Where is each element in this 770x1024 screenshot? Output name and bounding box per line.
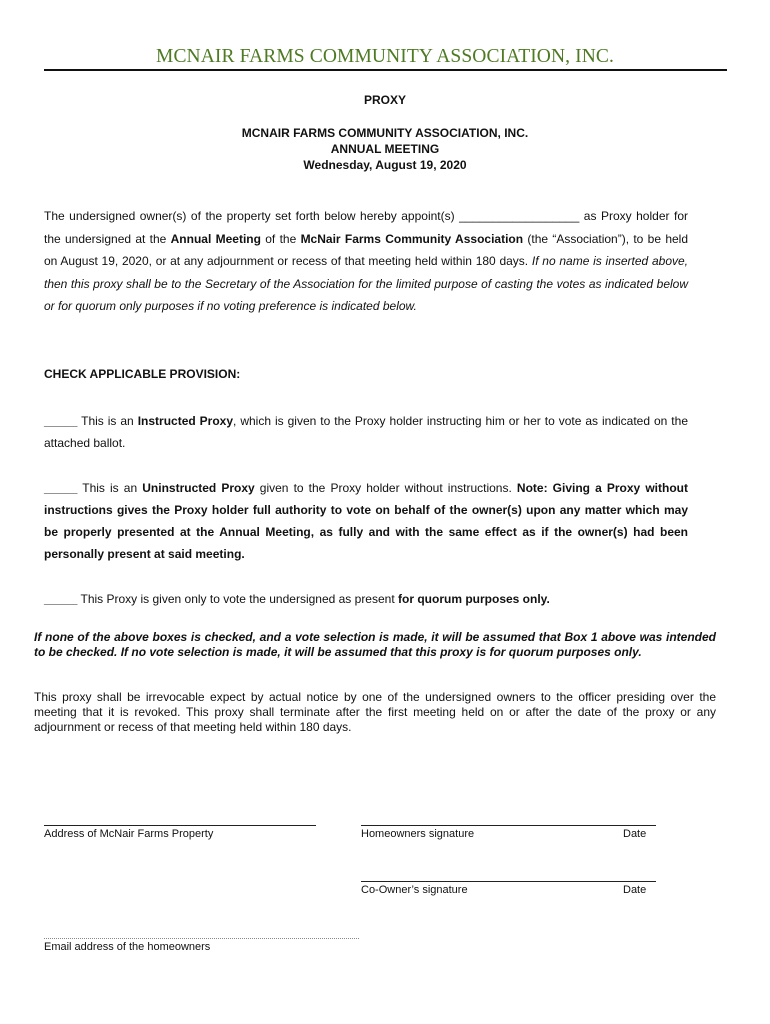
option-quorum: _____ This Proxy is given only to vote the undersigned as present for quorum purposes only.: [44, 592, 550, 606]
homeowner-signature-line[interactable]: [361, 825, 656, 826]
coowner-signature-line[interactable]: [361, 881, 656, 882]
proxy-title: PROXY: [363, 93, 406, 107]
option-quorum-blank[interactable]: _____: [44, 592, 78, 606]
heading-date: Wednesday, August 19, 2020: [303, 158, 467, 172]
email-label: Email address of the homeowners: [44, 941, 211, 953]
revocation-paragraph: This proxy shall be irrevocable expect by actual notice by one of the undersigned owners to the officer presiding over the meeting that it is revoked. This proxy shall terminate after the first meeting held on or after the date of the proxy or any adjournment or recess of that meeting held within 180 days.: [34, 690, 716, 734]
address-label: Address of McNair Farms Property: [44, 828, 214, 840]
date-label-1: Date: [623, 828, 647, 840]
option-uninstructed: _____ This is an Uninstructed Proxy given to the Proxy holder without instructions. Note: Giving a Proxy without instructions gives the Proxy holder full authority to vote on behalf of the owner(s) upon any matter which may be properly presented at the Annual Meeting, as fully and with the same effect as if the owner(s) had been personally present at said meeting.: [44, 481, 688, 561]
coowner-label: Co-Owner’s signature: [361, 884, 468, 896]
address-signature-line[interactable]: [44, 825, 316, 826]
date-label-2: Date: [623, 884, 647, 896]
option-instructed-blank[interactable]: _____: [44, 414, 78, 428]
heading-meeting: ANNUAL MEETING: [330, 142, 440, 156]
option-instructed: _____ This is an Instructed Proxy, which is given to the Proxy holder instructing him or her to vote as indicated on the attached ballot.: [44, 414, 688, 450]
homeowner-label: Homeowners signature: [361, 828, 475, 840]
check-heading: CHECK APPLICABLE PROVISION:: [44, 367, 241, 381]
email-line[interactable]: [44, 938, 359, 939]
letterhead-rule: [44, 69, 727, 71]
heading-org: MCNAIR FARMS COMMUNITY ASSOCIATION, INC.: [241, 126, 529, 140]
intro-paragraph: The undersigned owner(s) of the property set forth below hereby appoint(s) __________________ as Proxy holder for the undersigned at the Annual Meeting of the McNair Farms Community Association (the “Association”), to be held on August 19, 2020, or at any adjournment or recess of that meeting held within 180 days. If no name is inserted above, then this proxy shall be to the Secretary of the Association for the limited purpose of casting the votes as indicated below or for quorum only purposes if no voting preference is indicated below.: [44, 209, 688, 313]
option-uninstructed-blank[interactable]: _____: [44, 481, 78, 495]
default-notice: If none of the above boxes is checked, and a vote selection is made, it will be assumed that Box 1 above was intended to be checked. If no vote selection is made, it will be assumed that this proxy is for quorum purposes only.: [34, 630, 716, 659]
letterhead: MCNAIR FARMS COMMUNITY ASSOCIATION, INC.: [156, 46, 614, 67]
